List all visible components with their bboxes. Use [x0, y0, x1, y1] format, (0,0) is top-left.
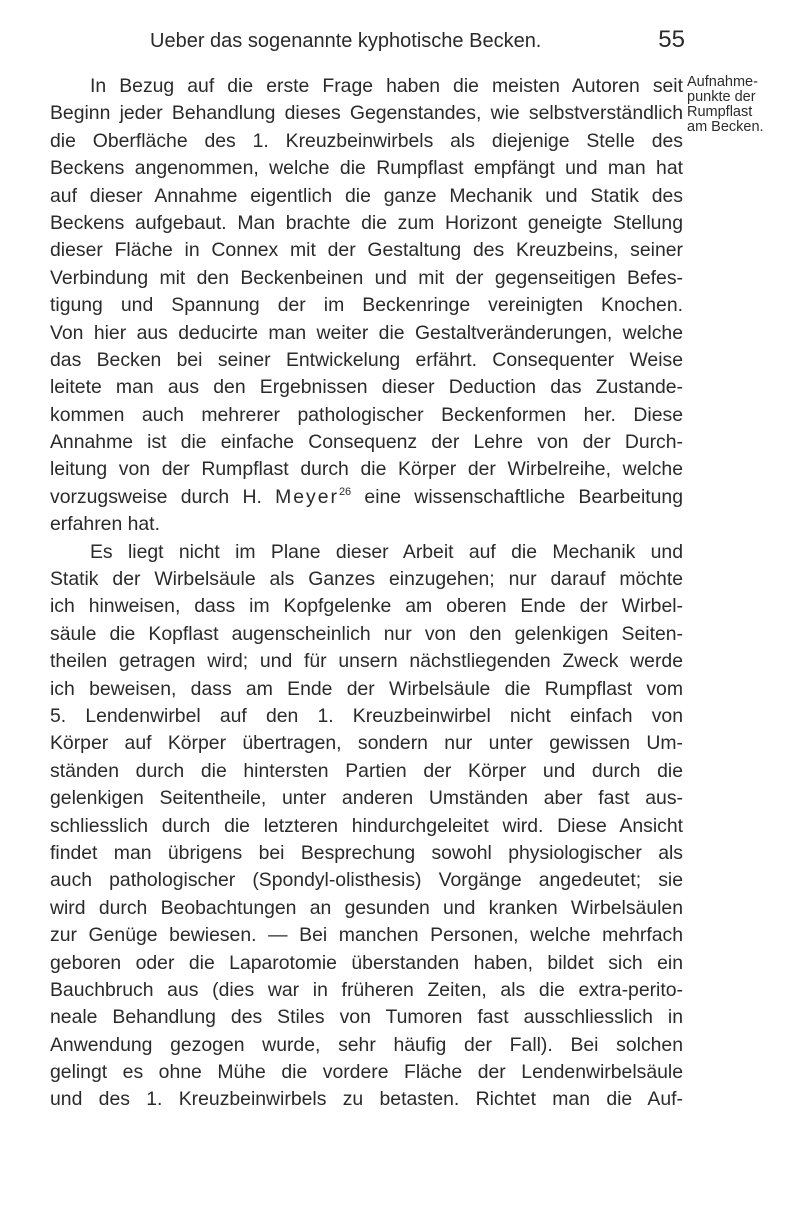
text-line: leitete man aus den Ergebnissen dieser Deduction das Zustande- — [50, 376, 683, 399]
text-line: das Becken bei seiner Entwickelung erfährt. Consequenter Weise — [50, 348, 683, 371]
text-line: auch pathologischer (Spondyl-olisthesis) Vorgänge angedeutet; sie — [50, 869, 683, 892]
text-line: Beginn jeder Behandlung dieses Gegenstandes, wie selbstverständlich — [50, 102, 683, 125]
page-number: 55 — [658, 26, 685, 53]
running-header — [150, 26, 685, 62]
text-line: Bauchbruch aus (dies war in früheren Zeiten, als die extra-perito- — [50, 978, 683, 1001]
text-line: Körper auf Körper übertragen, sondern nur unter gewissen Um- — [50, 732, 683, 755]
margin-note — [687, 75, 799, 135]
text-line: Annahme ist die einfache Consequenz der Lehre von der Durch- — [50, 431, 683, 454]
margin-note-line: Rumpflast — [687, 104, 753, 120]
author-name: Meyer — [275, 485, 339, 508]
running-title: Ueber das sogenannte kyphotische Becken. — [150, 30, 542, 52]
margin-note-line: punkte der — [687, 89, 756, 105]
text-line: und des 1. Kreuzbeinwirbels zu betasten. Richtet man die Auf- — [50, 1088, 683, 1111]
text-line: gelenkigen Seitentheile, unter anderen Umständen aber fast aus- — [50, 787, 683, 810]
text-line: ich beweisen, dass am Ende der Wirbelsäule die Rumpflast vom — [50, 677, 683, 700]
text-line-with-citation — [50, 484, 683, 511]
text-line: auf dieser Annahme eigentlich die ganze Mechanik und Statik des — [50, 184, 683, 207]
paragraph-2 — [50, 539, 683, 1114]
text-line: tigung und Spannung der im Beckenringe vereinigten Knochen. — [50, 294, 683, 317]
text-line: schliesslich durch die letzteren hindurchgeleitet wird. Diese Ansicht — [50, 814, 683, 837]
text-line: ständen durch die hintersten Partien der Körper und durch die — [50, 759, 683, 782]
text-line: dieser Fläche in Connex mit der Gestaltung des Kreuzbeins, seiner — [50, 239, 683, 262]
text-line: wird durch Beobachtungen an gesunden und kranken Wirbelsäulen — [50, 896, 683, 919]
text-line: Von hier aus deducirte man weiter die Gestaltveränderungen, welche — [50, 321, 683, 344]
text-line: 5. Lendenwirbel auf den 1. Kreuzbeinwirbel nicht einfach von — [50, 704, 683, 727]
margin-note-line: am Becken. — [687, 119, 764, 135]
text-line: ich hinweisen, dass im Kopfgelenke am oberen Ende der Wirbel- — [50, 595, 683, 618]
text-line: theilen getragen wird; und für unsern nächstliegenden Zweck werde — [50, 650, 683, 673]
text-line: kommen auch mehrerer pathologischer Beckenformen her. Diese — [50, 403, 683, 426]
text-line: Beckens aufgebaut. Man brachte die zum Horizont geneigte Stellung — [50, 211, 683, 234]
text-line: Verbindung mit den Beckenbeinen und mit der gegenseitigen Befes- — [50, 266, 683, 289]
text-line: gelingt es ohne Mühe die vordere Fläche der Lendenwirbelsäule — [50, 1061, 683, 1084]
text-line: Statik der Wirbelsäule als Ganzes einzugehen; nur darauf möchte — [50, 568, 683, 591]
text-line: die Oberfläche des 1. Kreuzbeinwirbels als diejenige Stelle des — [50, 129, 683, 152]
text-line: Anwendung gezogen wurde, sehr häufig der Fall). Bei solchen — [50, 1033, 683, 1056]
text-line: neale Behandlung des Stiles von Tumoren fast ausschliesslich in — [50, 1006, 683, 1029]
text-line: findet man übrigens bei Besprechung sowohl physiologischer als — [50, 841, 683, 864]
text-line: Es liegt nicht im Plane dieser Arbeit auf die Mechanik und — [90, 540, 683, 563]
text-fragment: eine wissenschaftliche Bearbeitung — [351, 485, 683, 508]
text-fragment: vorzugsweise durch H. — [50, 485, 276, 508]
text-line: erfahren hat. — [50, 513, 160, 536]
text-line: leitung von der Rumpflast durch die Körper der Wirbelreihe, welche — [50, 458, 683, 481]
footnote-marker: 26 — [338, 485, 352, 498]
margin-note-line: Aufnahme- — [687, 74, 758, 90]
text-line: zur Genüge bewiesen. — Bei manchen Personen, welche mehrfach — [50, 924, 683, 947]
paragraph-1 — [50, 73, 683, 539]
text-line: Beckens angenommen, welche die Rumpflast empfängt und man hat — [50, 157, 683, 180]
text-line: In Bezug auf die erste Frage haben die meisten Autoren seit — [90, 75, 683, 97]
text-line: geboren oder die Laparotomie überstanden haben, bildet sich ein — [50, 951, 683, 974]
text-line: säule die Kopflast augenscheinlich nur von den gelenkigen Seiten- — [50, 622, 683, 645]
body-text — [50, 73, 683, 1114]
